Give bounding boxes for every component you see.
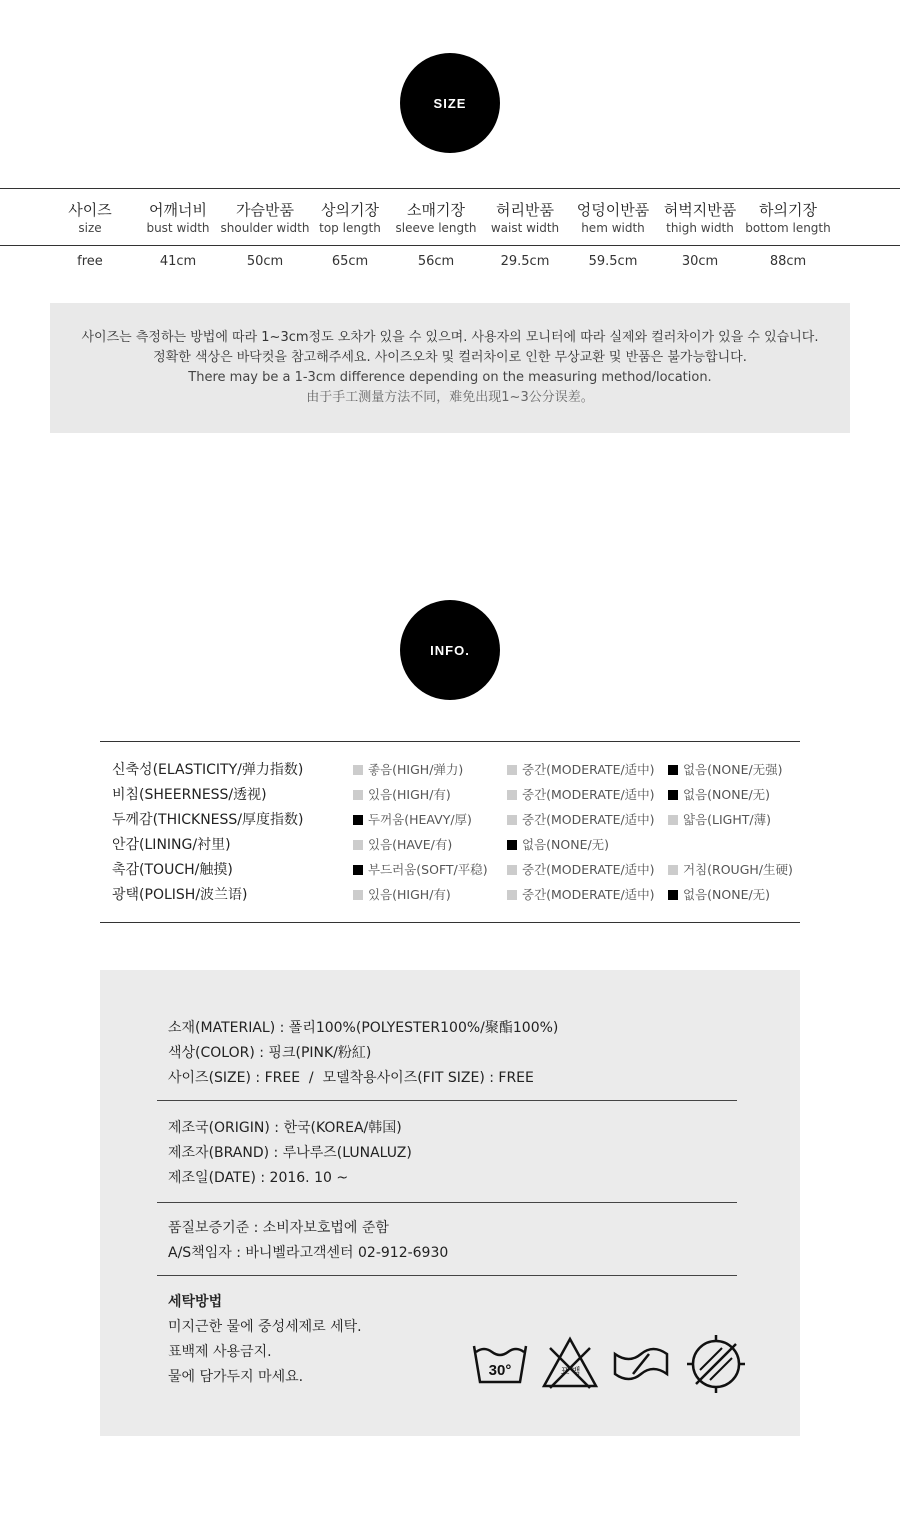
selected-square-icon bbox=[507, 840, 517, 850]
size-line: 사이즈(SIZE) : FREE / 모델착용사이즈(FIT SIZE) : FREE bbox=[168, 1070, 534, 1086]
color-line: 색상(COLOR) : 핑크(PINK/粉紅) bbox=[168, 1045, 372, 1061]
size-value: 88cm bbox=[769, 254, 807, 269]
unselected-square-icon bbox=[668, 815, 678, 825]
size-header-en: shoulder width bbox=[220, 221, 310, 235]
size-header-size bbox=[40, 200, 140, 236]
unselected-square-icon bbox=[353, 890, 363, 900]
size-header-sleeve-length bbox=[386, 200, 486, 236]
no-bleach-label-top: 표 bbox=[560, 1367, 570, 1377]
info-row-thickness bbox=[100, 809, 800, 834]
info-option-text: 없음(NONE/无) bbox=[683, 887, 771, 902]
size-value: 41cm bbox=[159, 254, 197, 269]
info-option-text: 좋음(HIGH/弹力) bbox=[368, 762, 464, 777]
info-option-text: 있음(HIGH/有) bbox=[368, 887, 451, 902]
no-bleach-icon bbox=[540, 1334, 600, 1394]
info-option-text: 부드러움(SOFT/平稳) bbox=[368, 862, 488, 877]
as-contact-line: A/S책임자 : 바니벨라고객센터 02-912-6930 bbox=[168, 1245, 449, 1261]
info-option bbox=[353, 885, 451, 903]
info-option-text: 없음(NONE/无强) bbox=[683, 762, 783, 777]
info-row-label: 두께감(THICKNESS/厚度指数) bbox=[112, 812, 304, 828]
info-row-label: 안감(LINING/衬里) bbox=[112, 837, 231, 853]
size-value: 30cm bbox=[681, 254, 719, 269]
size-badge: SIZE bbox=[400, 53, 500, 153]
selected-square-icon bbox=[668, 765, 678, 775]
info-option bbox=[507, 885, 655, 903]
quality-line: 품질보증기준 : 소비자보호법에 준함 bbox=[168, 1220, 389, 1236]
size-table-top-rule bbox=[0, 188, 900, 189]
info-row-label: 촉감(TOUCH/触摸) bbox=[112, 862, 233, 878]
info-option-text: 없음(NONE/无) bbox=[522, 837, 610, 852]
brand-line: 제조자(BRAND) : 루나루즈(LUNALUZ) bbox=[168, 1145, 412, 1161]
size-header-ko: 상의기장 bbox=[321, 201, 379, 219]
unselected-square-icon bbox=[507, 765, 517, 775]
info-option bbox=[353, 835, 452, 853]
info-option-selected bbox=[668, 760, 783, 778]
info-option bbox=[507, 860, 655, 878]
size-header-ko: 어깨너비 bbox=[149, 201, 207, 219]
unselected-square-icon bbox=[353, 840, 363, 850]
size-value: 59.5cm bbox=[588, 254, 638, 269]
size-header-ko: 허벅지반품 bbox=[663, 201, 737, 219]
info-table-top-rule bbox=[100, 741, 800, 742]
info-option-selected bbox=[507, 835, 609, 853]
size-notice-english: There may be a 1-3cm difference depending on the measuring method/location. bbox=[188, 370, 712, 385]
size-notice-line: 정확한 색상은 바닥컷을 참고해주세요. 사이즈오차 및 컬러차이로 인한 무상교환 및 반품은 불가능합니다. bbox=[153, 350, 747, 365]
info-row-touch bbox=[100, 859, 800, 884]
origin-line: 제조국(ORIGIN) : 한국(KOREA/韩国) bbox=[168, 1120, 402, 1136]
info-badge: INFO. bbox=[400, 600, 500, 700]
info-option bbox=[507, 810, 655, 828]
info-option-text: 중간(MODERATE/适中) bbox=[522, 762, 655, 777]
size-header-bottom-length bbox=[738, 200, 838, 236]
info-option-text: 중간(MODERATE/适中) bbox=[522, 887, 655, 902]
wash-30-icon bbox=[470, 1334, 530, 1394]
size-header-bust-width bbox=[128, 200, 228, 236]
size-header-ko: 사이즈 bbox=[68, 201, 112, 219]
info-option bbox=[507, 785, 655, 803]
size-value: 29.5cm bbox=[500, 254, 550, 269]
info-option-text: 중간(MODERATE/适中) bbox=[522, 787, 655, 802]
size-notice-box bbox=[50, 303, 850, 433]
unselected-square-icon bbox=[507, 815, 517, 825]
wash-instruction: 표백제 사용금지. bbox=[168, 1344, 272, 1360]
size-header-ko: 가슴반품 bbox=[236, 201, 294, 219]
info-row-label: 신축성(ELASTICITY/弹力指数) bbox=[112, 762, 304, 778]
size-header-hem-width bbox=[563, 200, 663, 236]
info-option-text: 없음(NONE/无) bbox=[683, 787, 771, 802]
detail-divider bbox=[157, 1100, 737, 1101]
info-row-polish bbox=[100, 884, 800, 909]
info-row-label: 비침(SHEERNESS/透视) bbox=[112, 787, 267, 803]
info-option-text: 있음(HIGH/有) bbox=[368, 787, 451, 802]
unselected-square-icon bbox=[353, 790, 363, 800]
info-option bbox=[507, 760, 655, 778]
size-header-top-length bbox=[300, 200, 400, 236]
unselected-square-icon bbox=[353, 765, 363, 775]
wash-instruction: 미지근한 물에 중성세제로 세탁. bbox=[168, 1319, 362, 1335]
info-row-elasticity bbox=[100, 759, 800, 784]
info-option-text: 있음(HAVE/有) bbox=[368, 837, 453, 852]
info-option bbox=[668, 860, 793, 878]
info-option-text: 중간(MODERATE/适中) bbox=[522, 812, 655, 827]
size-value: 65cm bbox=[331, 254, 369, 269]
size-header-waist-width bbox=[475, 200, 575, 236]
material-line: 소재(MATERIAL) : 폴리100%(POLYESTER100%/聚酯100%) bbox=[168, 1020, 559, 1036]
info-option-selected bbox=[353, 860, 488, 878]
size-header-en: bust width bbox=[146, 221, 210, 235]
size-value: 56cm bbox=[417, 254, 455, 269]
no-tumble-dry-icon bbox=[686, 1334, 746, 1394]
selected-square-icon bbox=[668, 890, 678, 900]
info-option-text: 중간(MODERATE/适中) bbox=[522, 862, 655, 877]
info-row-sheerness bbox=[100, 784, 800, 809]
selected-square-icon bbox=[353, 815, 363, 825]
unselected-square-icon bbox=[507, 890, 517, 900]
wash-temp-label: 30° bbox=[488, 1362, 512, 1379]
wash-title: 세탁방법 bbox=[168, 1294, 223, 1310]
info-option-text: 거침(ROUGH/生硬) bbox=[683, 862, 793, 877]
no-bleach-label-bottom: 백 bbox=[571, 1367, 581, 1377]
info-option-text: 얇음(LIGHT/薄) bbox=[683, 812, 771, 827]
info-option-text: 두꺼움(HEAVY/厚) bbox=[368, 812, 472, 827]
size-value: free bbox=[77, 254, 103, 269]
selected-square-icon bbox=[668, 790, 678, 800]
size-header-en: size bbox=[78, 221, 102, 235]
info-row-label: 광택(POLISH/波兰语) bbox=[112, 887, 248, 903]
unselected-square-icon bbox=[507, 865, 517, 875]
info-row-lining bbox=[100, 834, 800, 859]
unselected-square-icon bbox=[668, 865, 678, 875]
info-option-selected bbox=[353, 810, 472, 828]
detail-divider bbox=[157, 1275, 737, 1276]
info-option bbox=[668, 810, 771, 828]
size-header-thigh-width bbox=[650, 200, 750, 236]
size-header-ko: 하의기장 bbox=[759, 201, 817, 219]
size-header-en: waist width bbox=[490, 221, 560, 235]
size-table-header-rule bbox=[0, 245, 900, 246]
size-notice-line: 사이즈는 측정하는 방법에 따라 1~3cm정도 오차가 있을 수 있으며. 사용자의 모니터에 따라 실제와 컬러차이가 있을 수 있습니다. bbox=[81, 330, 819, 345]
wash-instruction: 물에 담가두지 마세요. bbox=[168, 1369, 304, 1385]
detail-divider bbox=[157, 1202, 737, 1203]
size-header-ko: 소매기장 bbox=[407, 201, 465, 219]
size-header-ko: 허리반품 bbox=[496, 201, 554, 219]
size-header-en: bottom length bbox=[745, 221, 831, 235]
info-option-selected bbox=[668, 885, 770, 903]
size-header-en: top length bbox=[319, 221, 381, 235]
info-option bbox=[353, 760, 463, 778]
size-header-en: sleeve length bbox=[395, 221, 477, 235]
size-header-en: thigh width bbox=[666, 221, 734, 235]
info-option bbox=[353, 785, 451, 803]
selected-square-icon bbox=[353, 865, 363, 875]
size-notice-chinese: 由于手工测量方法不同，难免出现1~3公分误差。 bbox=[306, 390, 594, 405]
size-header-en: hem width bbox=[581, 221, 645, 235]
info-table-bottom-rule bbox=[100, 922, 800, 923]
unselected-square-icon bbox=[507, 790, 517, 800]
date-line: 제조일(DATE) : 2016. 10 ~ bbox=[168, 1170, 349, 1186]
no-wring-icon bbox=[611, 1334, 671, 1394]
size-header-ko: 엉덩이반품 bbox=[576, 201, 650, 219]
info-option-selected bbox=[668, 785, 770, 803]
size-value: 50cm bbox=[246, 254, 284, 269]
